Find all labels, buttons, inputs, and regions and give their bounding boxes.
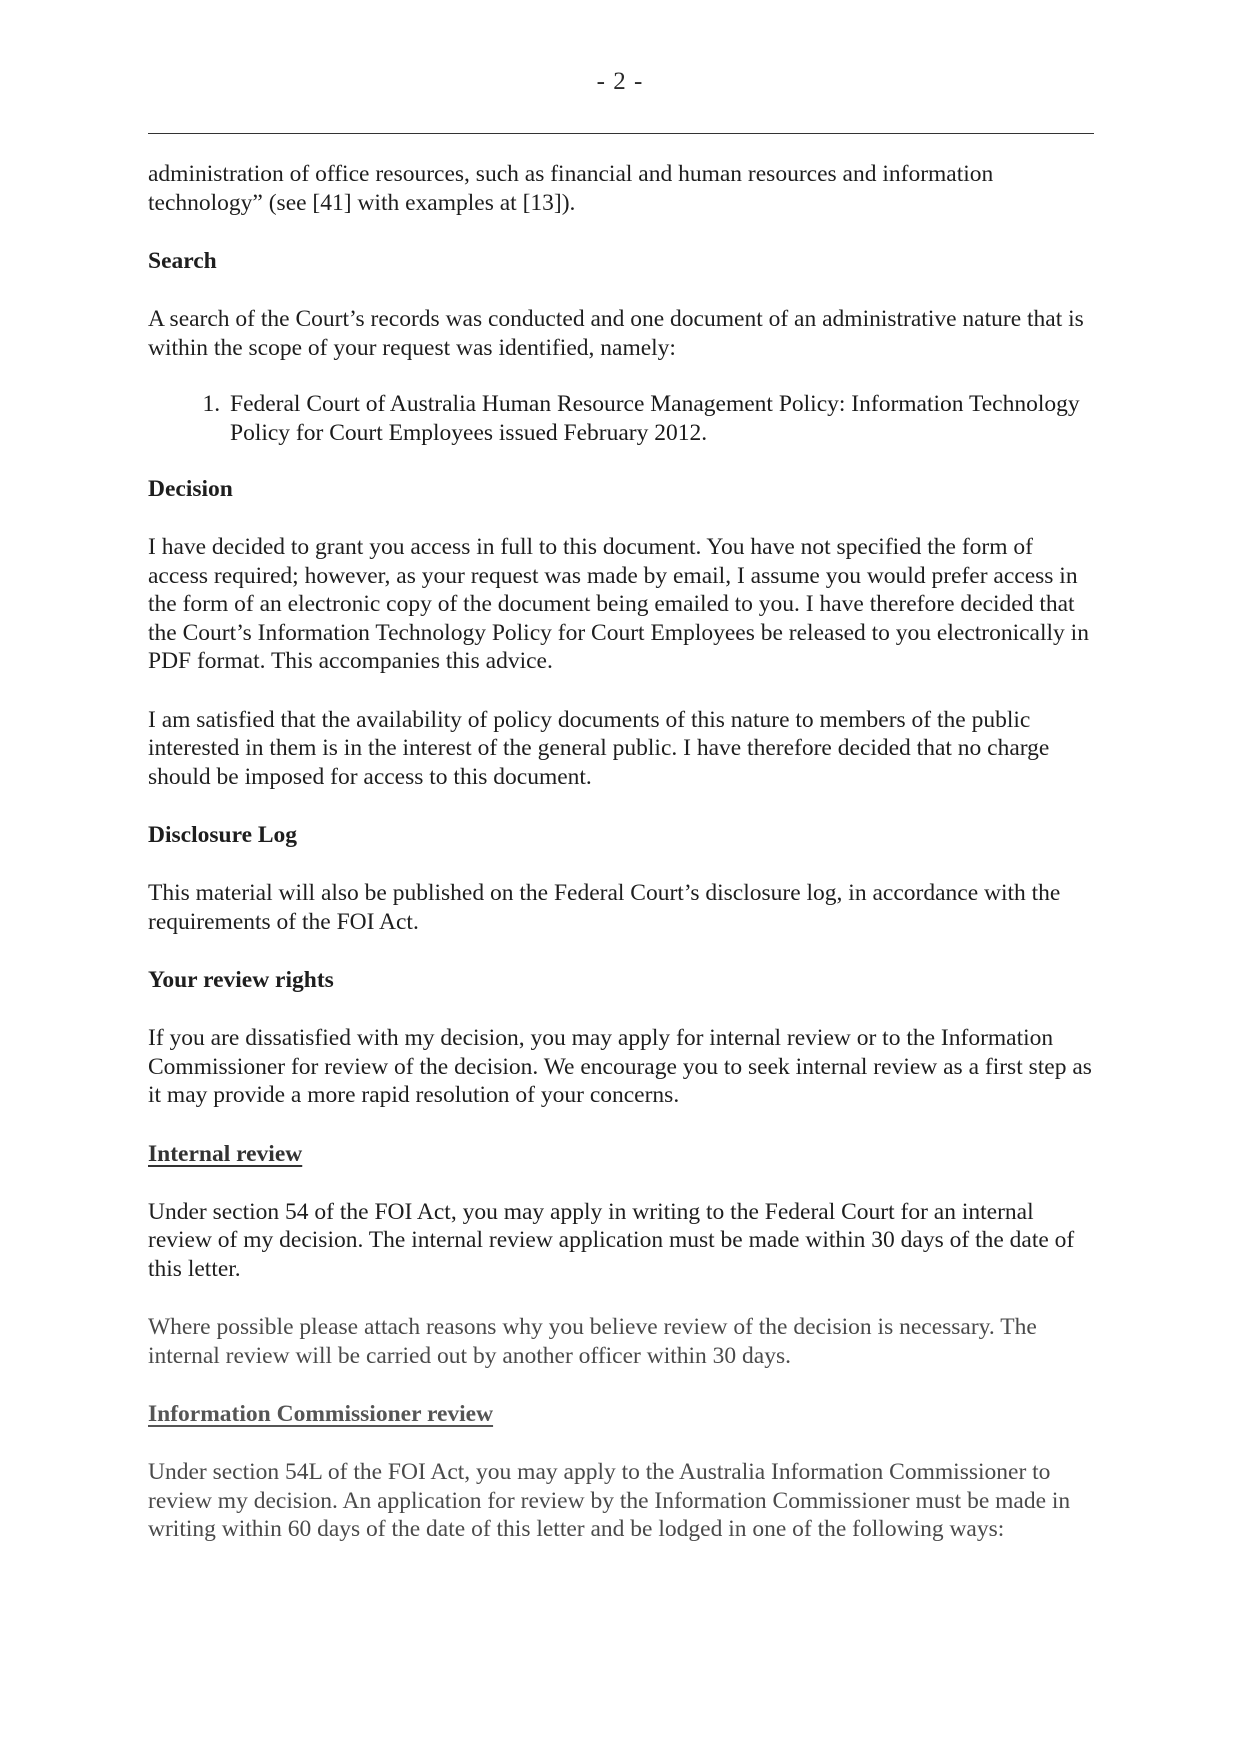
search-paragraph: A search of the Court’s records was conducted and one document of an administrative nature that is within the scope of your request was identified, namely: xyxy=(148,306,1084,361)
header-rule xyxy=(148,133,1094,134)
letter-body xyxy=(148,160,1094,1544)
review-rights-paragraph: If you are dissatisfied with my decision, you may apply for internal review or to the Information Commissioner for review of the decision. We encourage you to seek internal review as a first step as it may provide a more rapid resolution of your concerns. xyxy=(148,1025,1092,1108)
list-item: 1. Federal Court of Australia Human Resource Management Policy: Information Technology Policy for Court Employees issued February 2012. xyxy=(226,390,1094,447)
page-number: - 2 - xyxy=(596,68,644,95)
decision-heading: Decision xyxy=(148,476,233,502)
decision-paragraph-1: I have decided to grant you access in full to this document. You have not specified the form of access required; however, as your request was made by email, I assume you would prefer access in the form of an electronic copy of the document being emailed to you. I have therefore decided that the Court’s Information Technology Policy for Court Employees be released to you electronically in PDF format. This accompanies this advice. xyxy=(148,534,1089,674)
disclosure-log-paragraph: This material will also be published on the Federal Court’s disclosure log, in accordance with the requirements of the FOI Act. xyxy=(148,880,1061,935)
commissioner-review-heading: Information Commissioner review xyxy=(148,1401,494,1427)
search-heading: Search xyxy=(148,248,217,274)
internal-review-paragraph-1: Under section 54 of the FOI Act, you may apply in writing to the Federal Court for an internal review of my decision. The internal review application must be made within 30 days of the date of this letter. xyxy=(148,1198,1075,1282)
document-list xyxy=(148,390,1094,447)
commissioner-review-paragraph: Under section 54L of the FOI Act, you may apply to the Australia Information Commissioner to review my decision. An application for review by the Information Commissioner must be made in writing within 60 days of the date of this letter and be lodged in one of the following ways: xyxy=(148,1459,1071,1542)
review-rights-heading: Your review rights xyxy=(148,967,334,993)
decision-paragraph-2: I am satisfied that the availability of policy documents of this nature to members of the public interested in them is in the interest of the general public. I have therefore decided that no charge should be imposed for access to this document. xyxy=(148,706,1050,790)
internal-review-paragraph-2: Where possible please attach reasons why you believe review of the decision is necessary. The internal review will be carried out by another officer within 30 days. xyxy=(148,1314,1037,1369)
internal-review-heading: Internal review xyxy=(148,1140,303,1167)
disclosure-log-heading: Disclosure Log xyxy=(148,822,298,848)
intro-paragraph: administration of office resources, such as financial and human resources and information technology” (see [41] with examples at [13]). xyxy=(148,161,994,216)
